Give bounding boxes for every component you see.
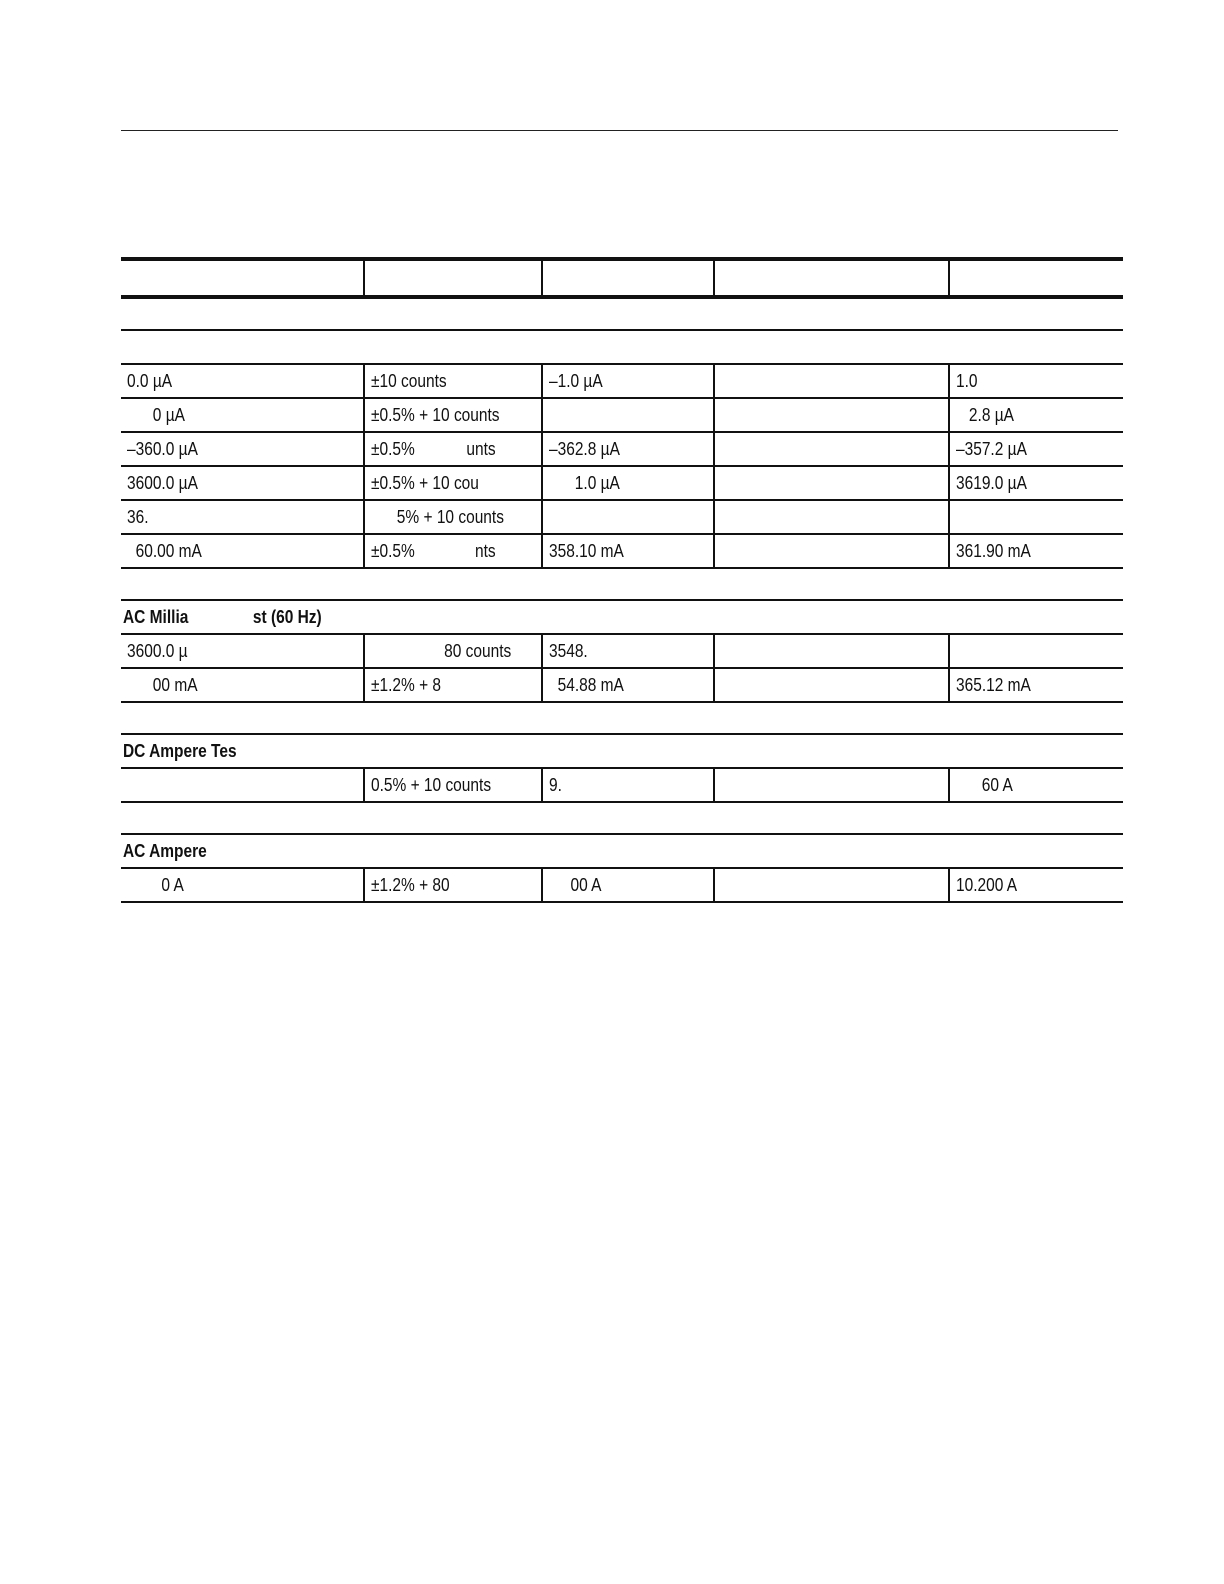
section-spacer — [121, 568, 1123, 600]
table-cell: 54.88 mA — [549, 674, 624, 695]
header-cell — [121, 259, 364, 297]
table-cell: 3600.0 µ — [127, 640, 188, 661]
verification-table — [121, 257, 1123, 903]
table-cell: 60 A — [956, 774, 1013, 795]
table-cell: ±0.5% unts — [371, 438, 496, 459]
table-row — [121, 500, 1123, 534]
table-cell: 3600.0 µA — [127, 472, 198, 493]
table-cell: 0.0 µA — [127, 370, 173, 391]
table-cell: 1.0 µA — [549, 472, 620, 493]
table-cell: –360.0 µA — [127, 438, 198, 459]
section-title-row — [121, 734, 1123, 768]
table-cell: 3619.0 µA — [956, 472, 1027, 493]
table-row — [121, 432, 1123, 466]
table-cell: 00 A — [549, 874, 602, 895]
table-row — [121, 668, 1123, 702]
table-cell: 36. — [127, 506, 149, 527]
table-cell: 358.10 mA — [549, 540, 624, 561]
header-cell — [364, 259, 542, 297]
table-row — [121, 768, 1123, 802]
table-row — [121, 398, 1123, 432]
table-cell: 10.200 A — [956, 874, 1018, 895]
table-row — [121, 466, 1123, 500]
table-cell: 0 µA — [127, 404, 185, 425]
section-title: AC Ampere — [123, 840, 207, 861]
header-cell — [949, 259, 1123, 297]
section-title-row — [121, 600, 1123, 634]
header-cell — [714, 259, 949, 297]
table-cell: ±0.5% + 10 counts — [371, 404, 500, 425]
table-cell: 0.5% + 10 counts — [371, 774, 492, 795]
section-spacer — [121, 802, 1123, 834]
table-cell: 60.00 mA — [127, 540, 202, 561]
table-cell: ±0.5% + 10 cou — [371, 472, 479, 493]
table-cell: 365.12 mA — [956, 674, 1031, 695]
table-cell: –1.0 µA — [549, 370, 603, 391]
table-cell: ±0.5% nts — [371, 540, 496, 561]
table-cell: 9. — [549, 774, 562, 795]
header-cell — [542, 259, 714, 297]
table-cell: 0 A — [127, 874, 184, 895]
table-row — [121, 634, 1123, 668]
table-cell: 3548. — [549, 640, 588, 661]
section-title-row — [121, 330, 1123, 364]
table-cell: –357.2 µA — [956, 438, 1027, 459]
section-title-row — [121, 834, 1123, 868]
top-rule — [121, 130, 1118, 131]
table-cell: ±1.2% + 80 — [371, 874, 450, 895]
table-cell: ±10 counts — [371, 370, 447, 391]
table-row — [121, 534, 1123, 568]
section-spacer — [121, 297, 1123, 330]
table-header-row — [121, 259, 1123, 297]
table-cell: 00 mA — [127, 674, 198, 695]
table-cell: ±1.2% + 8 — [371, 674, 442, 695]
table-row — [121, 364, 1123, 398]
section-title: DC Ampere Tes — [123, 740, 237, 761]
table-cell: –362.8 µA — [549, 438, 620, 459]
table-cell: 2.8 µA — [956, 404, 1014, 425]
section-spacer — [121, 702, 1123, 734]
table-cell: 80 counts — [371, 640, 512, 661]
table-cell: 5% + 10 counts — [371, 506, 504, 527]
table-cell: 1.0 — [956, 370, 978, 391]
table-cell: 361.90 mA — [956, 540, 1031, 561]
table-row — [121, 868, 1123, 902]
section-title: AC Millia st (60 Hz) — [123, 606, 322, 627]
